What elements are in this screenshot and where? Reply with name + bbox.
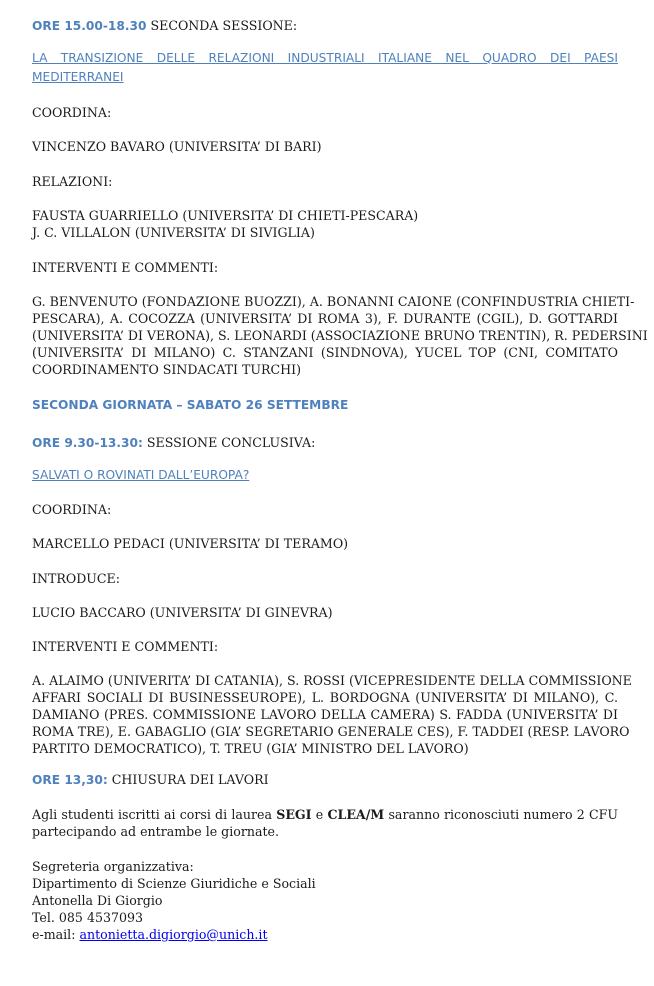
secretariat-email-label: e-mail: <box>32 927 76 942</box>
session2-interventi-label: INTERVENTI E COMMENTI: <box>32 260 219 275</box>
session3-interventi-line: A. ALAIMO (UNIVERITA’ DI CATANIA), S. ROSSI (VICEPRESIDENTE DELLA COMMISSIONE <box>32 673 632 688</box>
session2-coordinator: VINCENZO BAVARO (UNIVERSITA’ DI BARI) <box>32 139 322 154</box>
secretariat-email-line <box>32 926 268 944</box>
session2-interventi-line: (UNIVERSITA’ DI VERONA), S. LEONARDI (ASSOCIAZIONE BRUNO TRENTIN), R. PEDERSINI <box>32 328 648 343</box>
cfu-line2: partecipando ad entrambe le giornate. <box>32 824 280 839</box>
closing-time: ORE 13,30: <box>32 773 108 787</box>
secretariat-label: Segreteria organizzativa: <box>32 859 194 874</box>
cfu-line1 <box>32 806 618 824</box>
closing-line <box>32 771 269 789</box>
secretariat-department: Dipartimento di Scienze Giuridiche e Sociali <box>32 876 316 891</box>
secretariat-tel: Tel. 085 4537093 <box>32 910 144 925</box>
session3-introducer: LUCIO BACCARO (UNIVERSITA’ DI GINEVRA) <box>32 605 333 620</box>
cfu-clea: CLEA/M <box>327 807 385 822</box>
secretariat-email-link[interactable]: antonietta.digiorgio@unich.it <box>79 927 268 942</box>
session2-title-line1: LA TRANSIZIONE DELLE RELAZIONI INDUSTRIALI ITALIANE NEL QUADRO DEI PAESI <box>32 51 618 65</box>
session2-interventi-line: G. BENVENUTO (FONDAZIONE BUOZZI), A. BONANNI CAIONE (CONFINDUSTRIA CHIETI- <box>32 294 635 309</box>
cfu-post: saranno riconosciuti numero 2 CFU <box>388 807 618 822</box>
session3-interventi-label: INTERVENTI E COMMENTI: <box>32 639 219 654</box>
session3-interventi-line: DAMIANO (PRES. COMMISSIONE LAVORO DELLA CAMERA) S. FADDA (UNIVERSITA’ DI <box>32 707 618 722</box>
session3-coordina-label: COORDINA: <box>32 502 112 517</box>
session2-label: SECONDA SESSIONE: <box>150 18 298 33</box>
session2-title-line2: MEDITERRANEI <box>32 70 124 84</box>
session2-time: ORE 15.00-18.30 <box>32 19 147 33</box>
session3-coordinator: MARCELLO PEDACI (UNIVERSITA’ DI TERAMO) <box>32 536 349 551</box>
session3-interventi-line: PARTITO DEMOCRATICO), T. TREU (GIA’ MINISTRO DEL LAVORO) <box>32 741 469 756</box>
session2-relazioni-label: RELAZIONI: <box>32 174 113 189</box>
session3-title: SALVATI O ROVINATI DALL’EUROPA? <box>32 468 250 482</box>
session2-speaker: FAUSTA GUARRIELLO (UNIVERSITA’ DI CHIETI-PESCARA) <box>32 208 419 223</box>
session3-interventi-line: ROMA TRE), E. GABAGLIO (GIA’ SEGRETARIO GENERALE CES), F. TADDEI (RESP. LAVORO <box>32 724 630 739</box>
session2-interventi-line: (UNIVERSITA’ DI MILANO) C. STANZANI (SINDNOVA), YUCEL TOP (CNI, COMITATO <box>32 345 618 360</box>
session3-interventi-line: AFFARI SOCIALI DI BUSINESSEUROPE), L. BORDOGNA (UNIVERSITA’ DI MILANO), C. <box>32 690 618 705</box>
session2-coordina-label: COORDINA: <box>32 105 112 120</box>
session3-header <box>32 434 315 452</box>
cfu-pre: Agli studenti iscritti ai corsi di laurea <box>32 807 272 822</box>
cfu-segi: SEGI <box>276 807 312 822</box>
session3-introduce-label: INTRODUCE: <box>32 571 120 586</box>
session2-interventi-line: COORDINAMENTO SINDACATI TURCHI) <box>32 362 302 377</box>
session3-label: SESSIONE CONCLUSIVA: <box>146 435 316 450</box>
session2-header <box>32 17 297 35</box>
cfu-and: e <box>315 807 324 822</box>
session3-time: ORE 9.30-13.30: <box>32 436 143 450</box>
day2-heading: SECONDA GIORNATA – SABATO 26 SETTEMBRE <box>32 398 349 412</box>
session2-interventi-line: PESCARA), A. COCOZZA (UNIVERSITA’ DI ROMA 3), F. DURANTE (CGIL), D. GOTTARDI <box>32 311 618 326</box>
session2-speaker: J. C. VILLALON (UNIVERSITA’ DI SIVIGLIA) <box>32 225 315 240</box>
closing-label: CHIUSURA DEI LAVORI <box>111 772 269 787</box>
secretariat-person: Antonella Di Giorgio <box>32 893 163 908</box>
